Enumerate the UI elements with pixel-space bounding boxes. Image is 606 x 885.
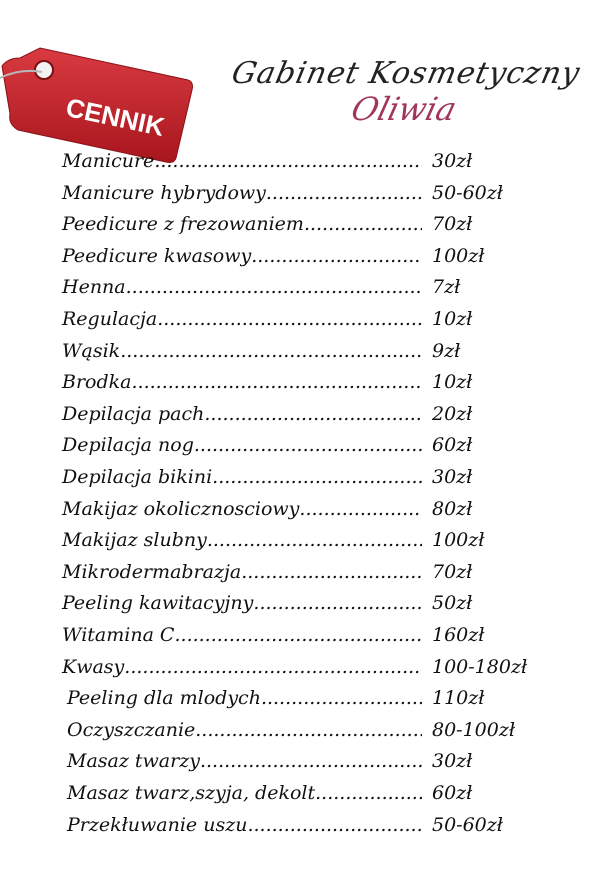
dot-leader [266,182,422,204]
tag-label: CENNIK [63,91,168,143]
service-price: 30zł [432,466,473,488]
service-price: 160zł [432,624,485,646]
service-price: 70zł [432,213,473,236]
dot-leader [120,340,422,362]
service-price: 30zł [432,750,473,773]
brand-title: Gabinet Kosmetyczny [228,56,584,91]
service-name: Wąsik [62,339,121,362]
price-row [62,466,473,494]
price-row [62,655,528,684]
service-price: 10zł [432,308,473,330]
service-name: Depilacja pach [62,402,205,425]
cennik-tag [0,38,200,168]
service-name: Przekłuwanie uszu [67,813,248,836]
price-row [62,308,473,336]
price-row [62,434,473,462]
service-name: Masaz twarzy [67,750,200,773]
service-name: Masaz twarz,szyja, dekolt [67,782,316,804]
service-price: 9zł [432,339,461,362]
dot-leader [247,814,422,836]
service-name: Kwasy [62,655,125,678]
dot-leader [253,592,422,614]
price-row [67,782,473,810]
service-name: Oczyszczanie [67,718,196,741]
price-row [62,560,473,589]
dot-leader [315,782,422,804]
price-row [62,339,461,368]
service-price: 100zł [432,529,485,552]
price-row [62,529,485,557]
dot-leader [132,371,423,393]
service-price: 80-100zł [432,718,516,741]
dot-leader [299,498,422,520]
service-price: 50-60zł [432,181,503,204]
price-row [67,750,473,778]
dot-leader [200,750,422,772]
service-name: Henna [62,276,126,299]
service-price: 50zł [432,592,473,615]
dot-leader [207,529,422,551]
price-row [62,402,473,431]
price-row [62,213,473,241]
service-name: Peeling dla mlodych [67,687,261,710]
dot-leader [261,687,422,709]
dot-leader [241,561,422,583]
service-price: 50-60zł [432,813,503,836]
price-row [62,150,473,178]
service-price: 80zł [432,497,473,520]
service-name: Makijaz okolicznosciowy [62,497,300,520]
service-price: 100-180zł [432,655,528,678]
price-row [67,813,503,842]
service-price: 10zł [432,371,473,394]
dot-leader [126,276,422,298]
dot-leader [157,308,422,330]
dot-leader [124,656,422,678]
service-name: Peedicure kwasowy [62,244,252,267]
brand-name: Oliwia [347,90,461,128]
service-name: Mikrodermabrazja [62,560,242,583]
dot-leader [304,213,422,235]
service-name: Depilacja nog [62,434,194,457]
service-name: Makijaz slubny [62,529,207,552]
dot-leader [194,434,422,456]
service-price: 70zł [432,560,473,583]
service-name: Witamina C [62,624,175,646]
service-price: 7zł [432,276,461,299]
dot-leader [212,466,422,488]
price-tag-icon [0,38,200,168]
service-name: Peedicure z frezowaniem [62,213,304,236]
price-row [62,181,503,210]
service-name: Regulacja [62,308,158,330]
service-name: Brodka [62,371,132,394]
service-name: Manicure hybrydowy [62,181,266,204]
price-row [62,497,473,526]
service-name: Depilacja bikini [62,466,213,488]
service-price: 20zł [432,402,473,425]
brand-heading [226,56,586,136]
price-row [62,624,485,652]
dot-leader [204,403,422,425]
dot-leader [174,624,422,646]
service-price: 30zł [432,150,473,172]
service-name: Peeling kawitacyjny [62,592,254,615]
price-row [62,244,485,273]
service-price: 100zł [432,244,485,267]
price-row [62,592,473,620]
price-row [67,718,516,747]
dot-leader [154,150,422,172]
service-price: 110zł [432,687,485,710]
price-row [62,371,473,399]
dot-leader [251,245,422,267]
price-row [67,687,485,715]
service-price: 60zł [432,782,473,804]
service-price: 60zł [432,434,473,457]
service-name: Manicure [62,150,155,172]
price-row [62,276,461,304]
dot-leader [195,719,422,741]
